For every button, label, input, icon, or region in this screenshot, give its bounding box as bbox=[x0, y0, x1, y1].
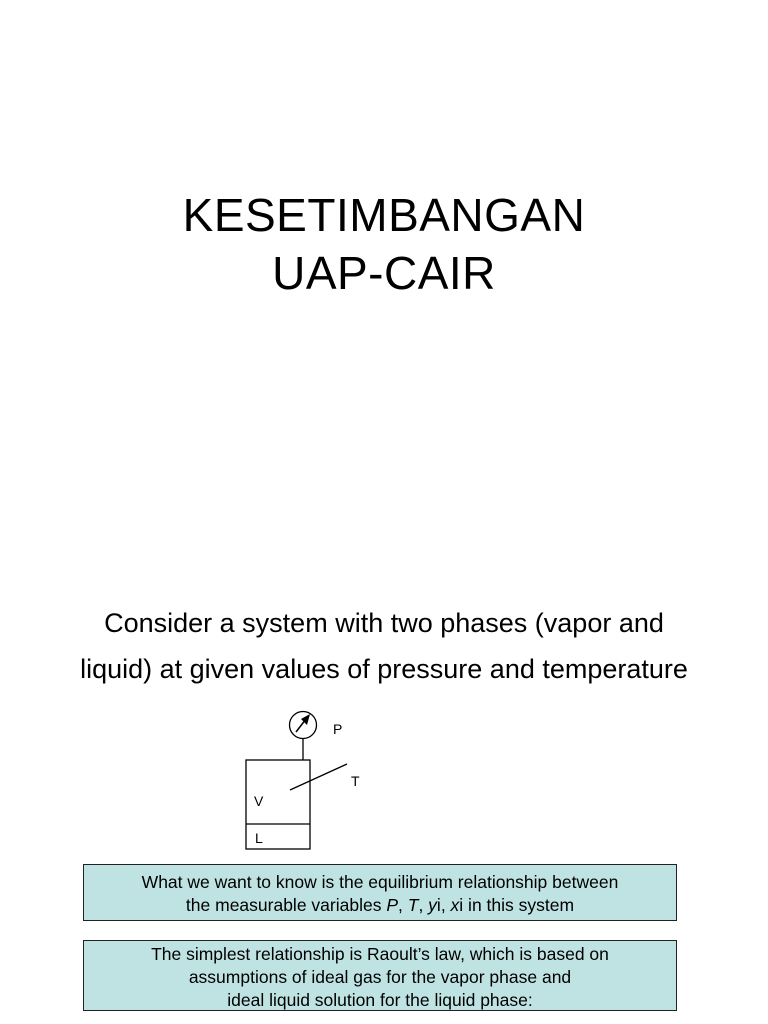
pressure-label: P bbox=[333, 721, 343, 737]
box2-line-2: assumptions of ideal gas for the vapor phase and bbox=[188, 967, 572, 987]
title-line-2: UAP-CAIR bbox=[272, 247, 496, 299]
raoults-law-box bbox=[83, 940, 677, 1011]
variable-t: T bbox=[407, 895, 419, 915]
variable-x: x bbox=[450, 895, 460, 915]
variable-p: P bbox=[386, 895, 398, 915]
box1-line-1: What we want to know is the equilibrium relationship between bbox=[141, 872, 619, 892]
intro-line-2: liquid) at given values of pressure and temperature bbox=[80, 654, 688, 684]
equilibrium-question-box bbox=[83, 864, 677, 921]
box1-line-2: the measurable variables P, T, yi, xi in this system bbox=[185, 895, 575, 915]
vapor-phase-label: V bbox=[254, 793, 264, 809]
intro-line-1: Consider a system with two phases (vapor and bbox=[104, 608, 664, 638]
temperature-label: T bbox=[351, 773, 360, 789]
box2-line-3: ideal liquid solution for the liquid phase: bbox=[227, 990, 533, 1010]
box2-line-1: The simplest relationship is Raoult’s law, which is based on bbox=[151, 944, 609, 964]
liquid-phase-label: L bbox=[255, 830, 263, 846]
variable-y: y bbox=[428, 895, 437, 915]
pressure-gauge-icon bbox=[290, 712, 317, 739]
title-line-1: KESETIMBANGAN bbox=[182, 189, 586, 241]
